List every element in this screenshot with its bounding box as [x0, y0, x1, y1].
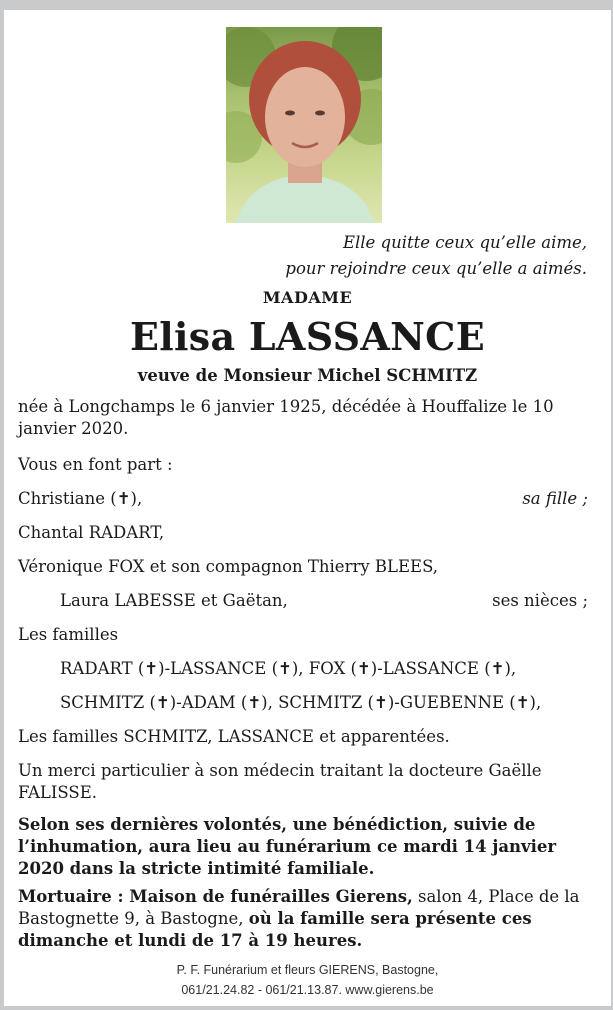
family-member-name: Christiane (✝),: [18, 489, 143, 508]
footer-line-1: P. F. Funérarium et fleurs GIERENS, Bastogne,: [176, 963, 439, 977]
family-member-name: Laura LABESSE et Gaëtan,: [60, 591, 288, 610]
quote-line-2: pour rejoindre ceux qu’elle a aimés.: [285, 259, 587, 278]
family-member: [18, 556, 588, 578]
mortuary-address: salon 4, Place de la Bastognette 9, à Bastogne,: [18, 887, 580, 928]
families-label: Les familles: [18, 625, 119, 644]
family-member-name: Véronique FOX et son compagnon Thierry BLEES,: [18, 557, 439, 576]
honorific: MADAME: [262, 288, 353, 307]
ceremony-info: Selon ses dernières volontés, une bénédiction, suivie de l’inhumation, aura lieu au funérarium ce mardi 14 janvier 2020 dans la stricte intimité familiale.: [18, 815, 557, 878]
portrait-photo: [226, 27, 382, 223]
epitaph-quote: [285, 230, 587, 282]
announce-label: Vous en font part :: [18, 455, 173, 474]
family-member-role: ses nièces ;: [492, 591, 588, 610]
widow-of: veuve de Monsieur Michel SCHMITZ: [137, 366, 478, 385]
family-member: [18, 522, 588, 544]
thanks-note: Un merci particulier à son médecin traitant la docteure Gaëlle FALISSE.: [18, 761, 542, 802]
families-line-1: RADART (✝)-LASSANCE (✝), FOX (✝)-LASSANCE (✝),: [60, 659, 517, 678]
footer-line-2: 061/21.24.82 - 061/21.13.87. www.gierens.be: [181, 983, 434, 997]
quote-line-1: Elle quitte ceux qu’elle aime,: [342, 233, 587, 252]
family-member: [60, 590, 588, 612]
family-member-role: sa fille ;: [522, 489, 588, 508]
mortuary-label: Mortuaire : Maison de funérailles Gierens,: [18, 887, 413, 906]
mortuary-info: [18, 886, 588, 952]
families-other: Les familles SCHMITZ, LASSANCE et apparentées.: [18, 727, 450, 746]
family-member: [18, 488, 588, 510]
obituary-notice: [4, 10, 611, 1006]
birth-death-info: née à Longchamps le 6 janvier 1925, décédée à Houffalize le 10 janvier 2020.: [18, 397, 554, 438]
families-line-2: SCHMITZ (✝)-ADAM (✝), SCHMITZ (✝)-GUEBENNE (✝),: [60, 693, 542, 712]
funeral-home-footer: [4, 960, 611, 1000]
deceased-name: Elisa LASSANCE: [130, 314, 485, 359]
mortuary-presence: où la famille sera présente ces dimanche et lundi de 17 à 19 heures.: [18, 909, 532, 950]
family-member-name: Chantal RADART,: [18, 523, 165, 542]
